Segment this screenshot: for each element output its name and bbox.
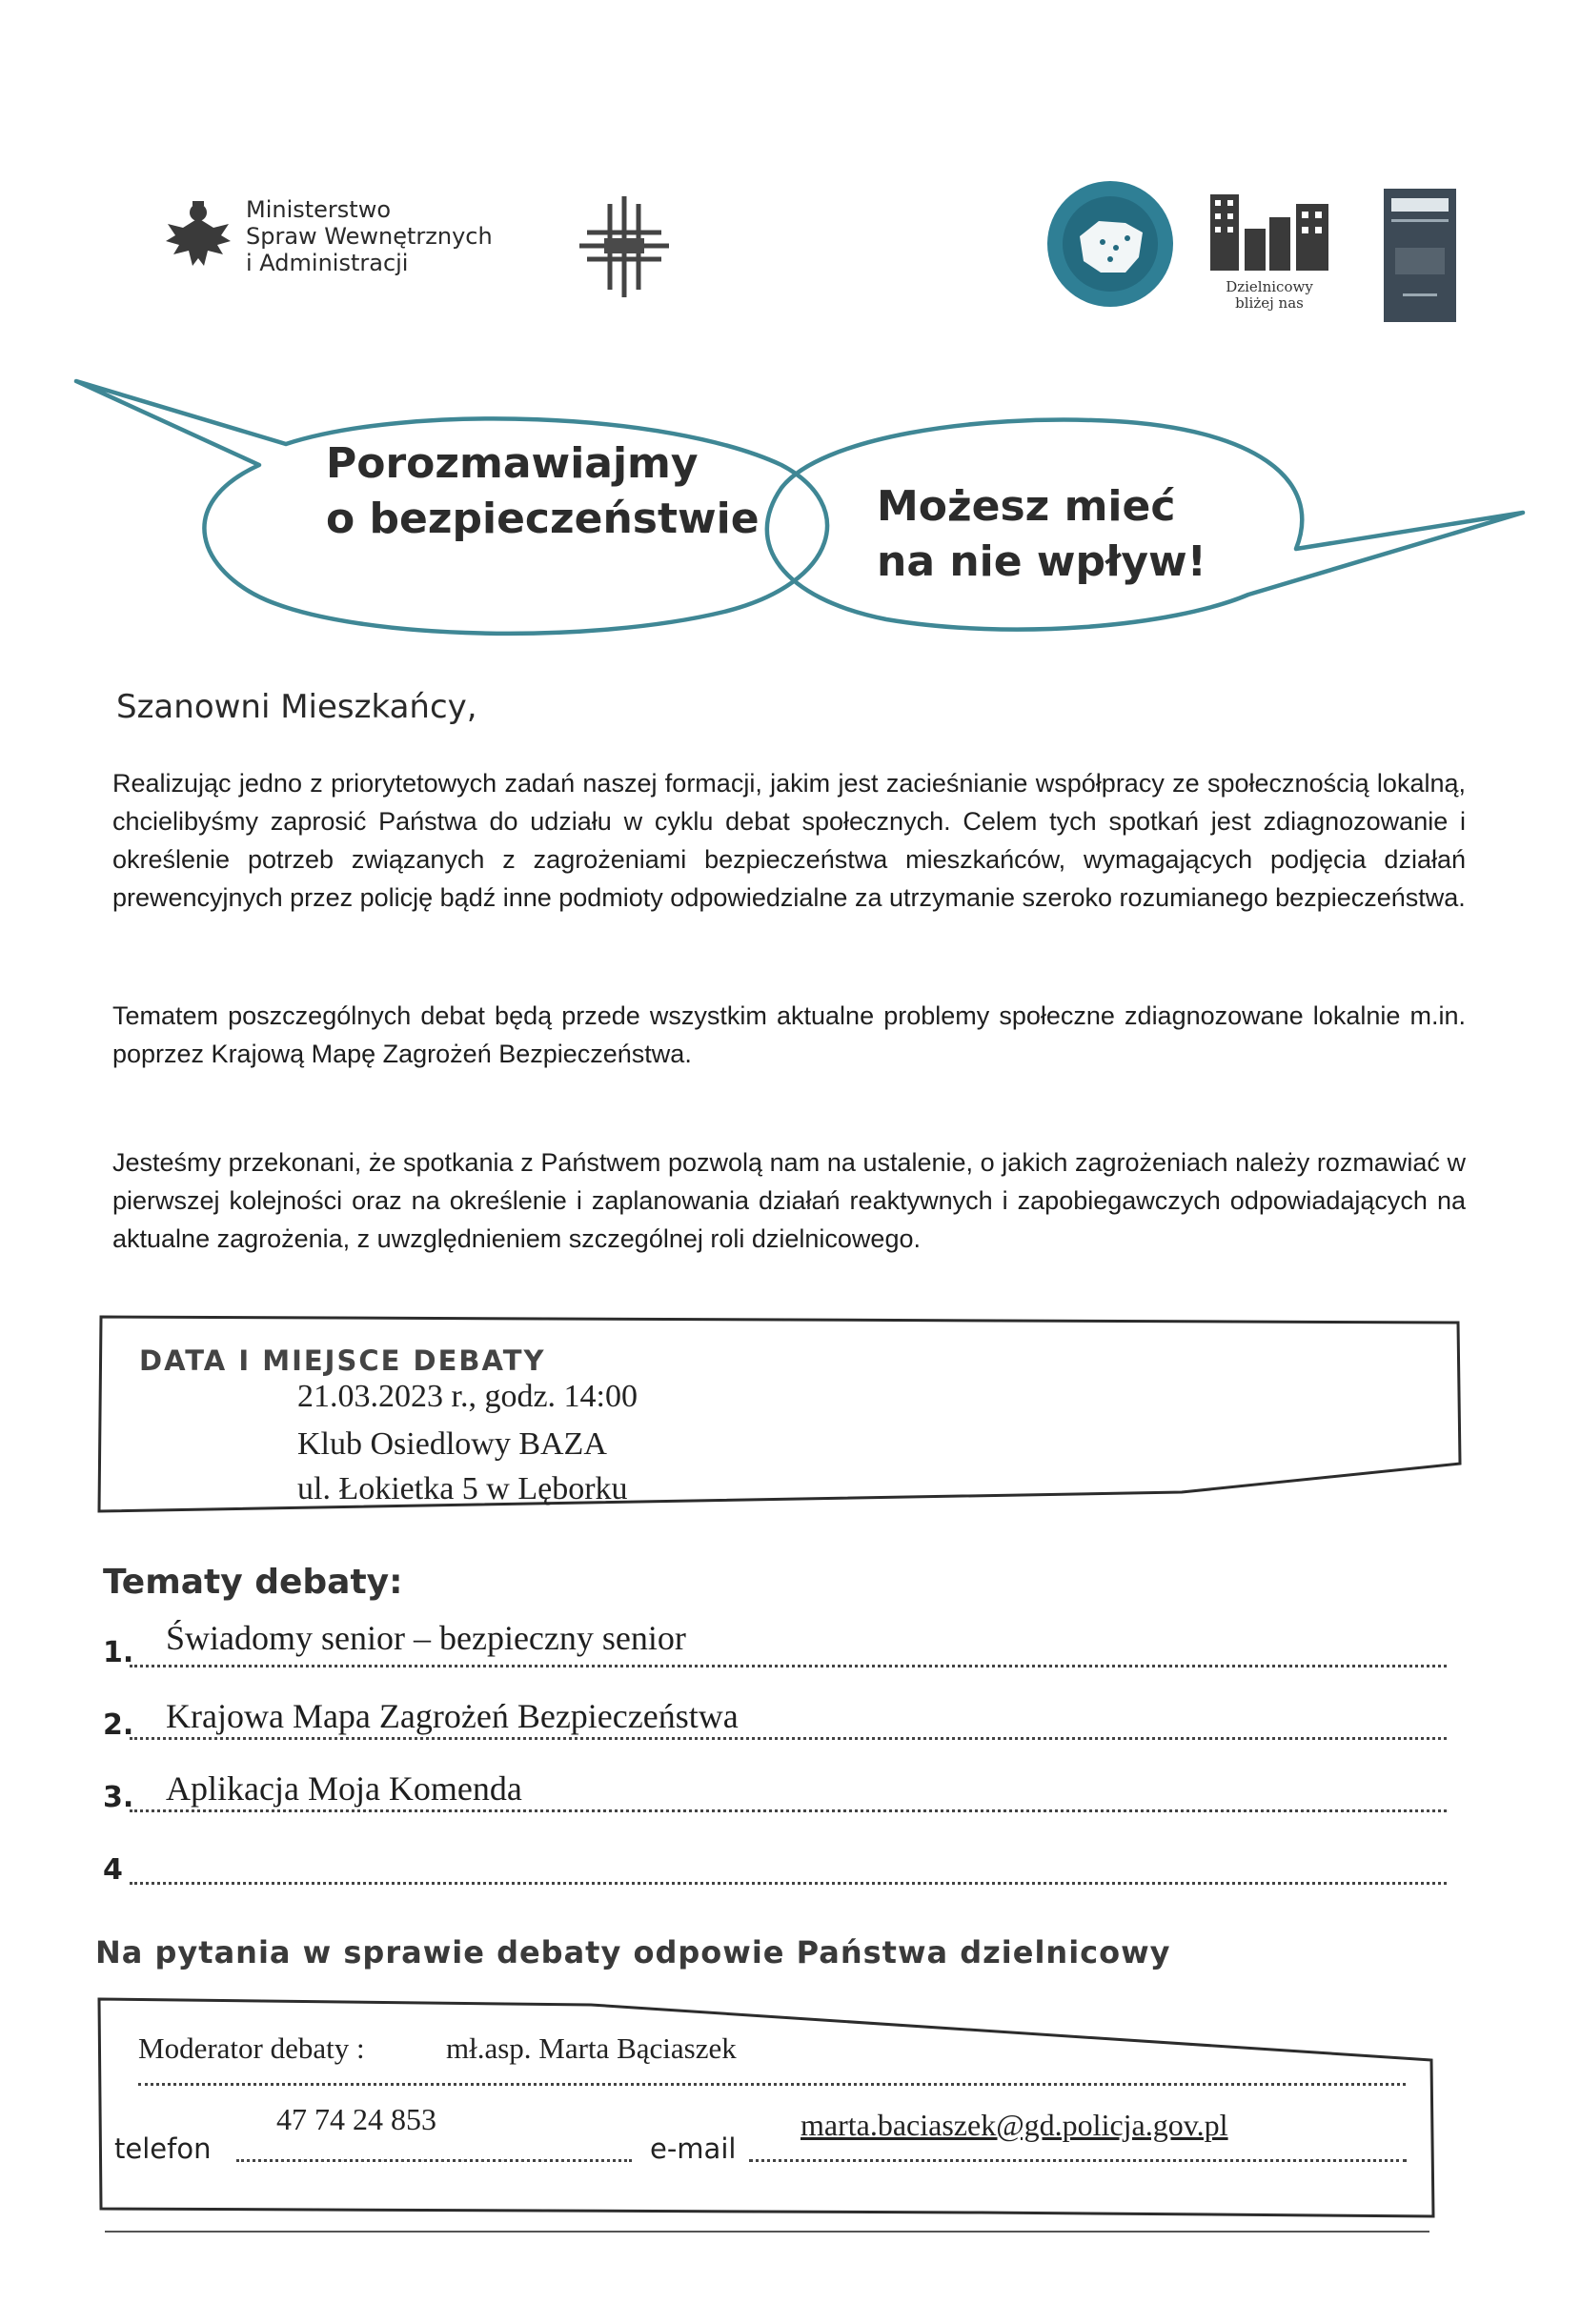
phone-label: telefon (114, 2132, 212, 2165)
debate-info-box (0, 1305, 1581, 1544)
debate-venue: Klub Osiedlowy BAZA (297, 1426, 607, 1462)
ministry-logo (164, 196, 493, 276)
topic-text: Aplikacja Moja Komenda (166, 1769, 522, 1808)
topic-dotted-line (130, 1882, 1447, 1885)
topic-dotted-line (130, 1737, 1447, 1740)
dzielnicowy-buildings-icon (1203, 191, 1336, 274)
topic-dotted-line (130, 1809, 1447, 1812)
topic-number: 4 (103, 1853, 123, 1887)
paragraph-purpose: Jesteśmy przekonani, że spotkania z Państwem pozwolą nam na ustalenie, o jakich zagrożeniach należy rozmawiać w pierwszej kolejności oraz na określenie i zaplanowania działań reaktywnych i zapobiegawczych odpowiadających na aktualne zagrożenia, z uwzględnieniem szczególnej roli dzielnicowego. (112, 1148, 1466, 1253)
kmzb-logo (1044, 177, 1177, 315)
topic-text: Świadomy senior – bezpieczny senior (166, 1619, 686, 1657)
paragraph-topics: Tematem poszczególnych debat będą przede wszystkim aktualne problemy społeczne zdiagnozowane lokalnie m.in. poprzez Krajową Mapę Zagrożeń Bezpieczeństwa. (112, 1001, 1466, 1068)
topic-text: Krajowa Mapa Zagrożeń Bezpieczeństwa (166, 1697, 739, 1735)
email-label: e-mail (650, 2132, 737, 2165)
phone-number: 47 74 24 853 (276, 2102, 436, 2136)
email-dotted-line (749, 2159, 1407, 2162)
topics-title: Tematy debaty: (103, 1563, 403, 1602)
speech-bubbles (0, 362, 1581, 677)
topic-number: 2. (103, 1708, 134, 1742)
topic-item-1 (103, 1620, 1447, 1673)
police-star-icon (572, 191, 677, 303)
greeting: Szanowni Mieszkańcy, (116, 688, 477, 726)
moja-komenda-logo (1384, 189, 1456, 322)
moderator-box (0, 1991, 1581, 2239)
topic-number: 3. (103, 1781, 134, 1814)
ministry-line-1: Ministerstwo (246, 196, 392, 223)
topic-number: 1. (103, 1636, 134, 1669)
ministry-line-3: i Administracji (246, 250, 409, 276)
debate-address: ul. Łokietka 5 w Lęborku (297, 1471, 628, 1506)
left-bubble-text (326, 436, 760, 547)
dzielnicowy-caption-1: Dzielnicowy (1226, 278, 1313, 295)
ministry-line-2: Spraw Wewnętrznych (246, 223, 493, 250)
right-bubble-line-1: Możesz mieć (877, 482, 1176, 531)
dzielnicowy-caption-2: bliżej nas (1235, 294, 1304, 312)
phone-dotted-line (236, 2159, 632, 2162)
topic-item-3 (103, 1765, 1447, 1818)
eagle-emblem-icon (164, 199, 233, 273)
moja-komenda-app-icon (1384, 189, 1456, 322)
dzielnicowy-logo (1203, 191, 1336, 312)
left-bubble-line-2: o bezpieczeństwie (326, 495, 760, 543)
topic-dotted-line (130, 1665, 1447, 1667)
moderator-label: Moderator debaty : (138, 2031, 365, 2065)
topic-item-4 (103, 1837, 1447, 1890)
police-logo (572, 191, 677, 308)
moderator-name: mł.asp. Marta Bąciaszek (446, 2031, 737, 2065)
left-bubble-line-1: Porozmawiajmy (326, 439, 699, 488)
email-address[interactable]: marta.baciaszek@gd.policja.gov.pl (801, 2108, 1228, 2142)
debate-info-title: DATA I MIEJSCE DEBATY (139, 1344, 546, 1377)
right-bubble-line-2: na nie wpływ! (877, 537, 1206, 586)
moderator-dotted-line (138, 2083, 1406, 2086)
right-bubble-text (877, 479, 1206, 590)
topic-item-2 (103, 1692, 1447, 1746)
kmzb-map-icon (1044, 177, 1177, 311)
debate-date: 21.03.2023 r., godz. 14:00 (297, 1379, 638, 1414)
contact-heading: Na pytania w sprawie debaty odpowie Państwa dzielnicowy (95, 1934, 1171, 1970)
paragraph-intro: Realizując jedno z priorytetowych zadań naszej formacji, jakim jest zacieśnianie współpracy ze społecznością lokalną, chcielibyśmy zaprosić Państwa do udziału w cyklu debat społecznych. Celem tych spotkań jest zdiagnozowanie i określenie potrzeb związanych z zagrożeniami bezpieczeństwa mieszkańców, wymagających podjęcia działań prewencyjnych przez policję bądź inne podmioty odpowiedzialne za utrzymanie szeroko rozumianego bezpieczeństwa. (112, 769, 1466, 912)
